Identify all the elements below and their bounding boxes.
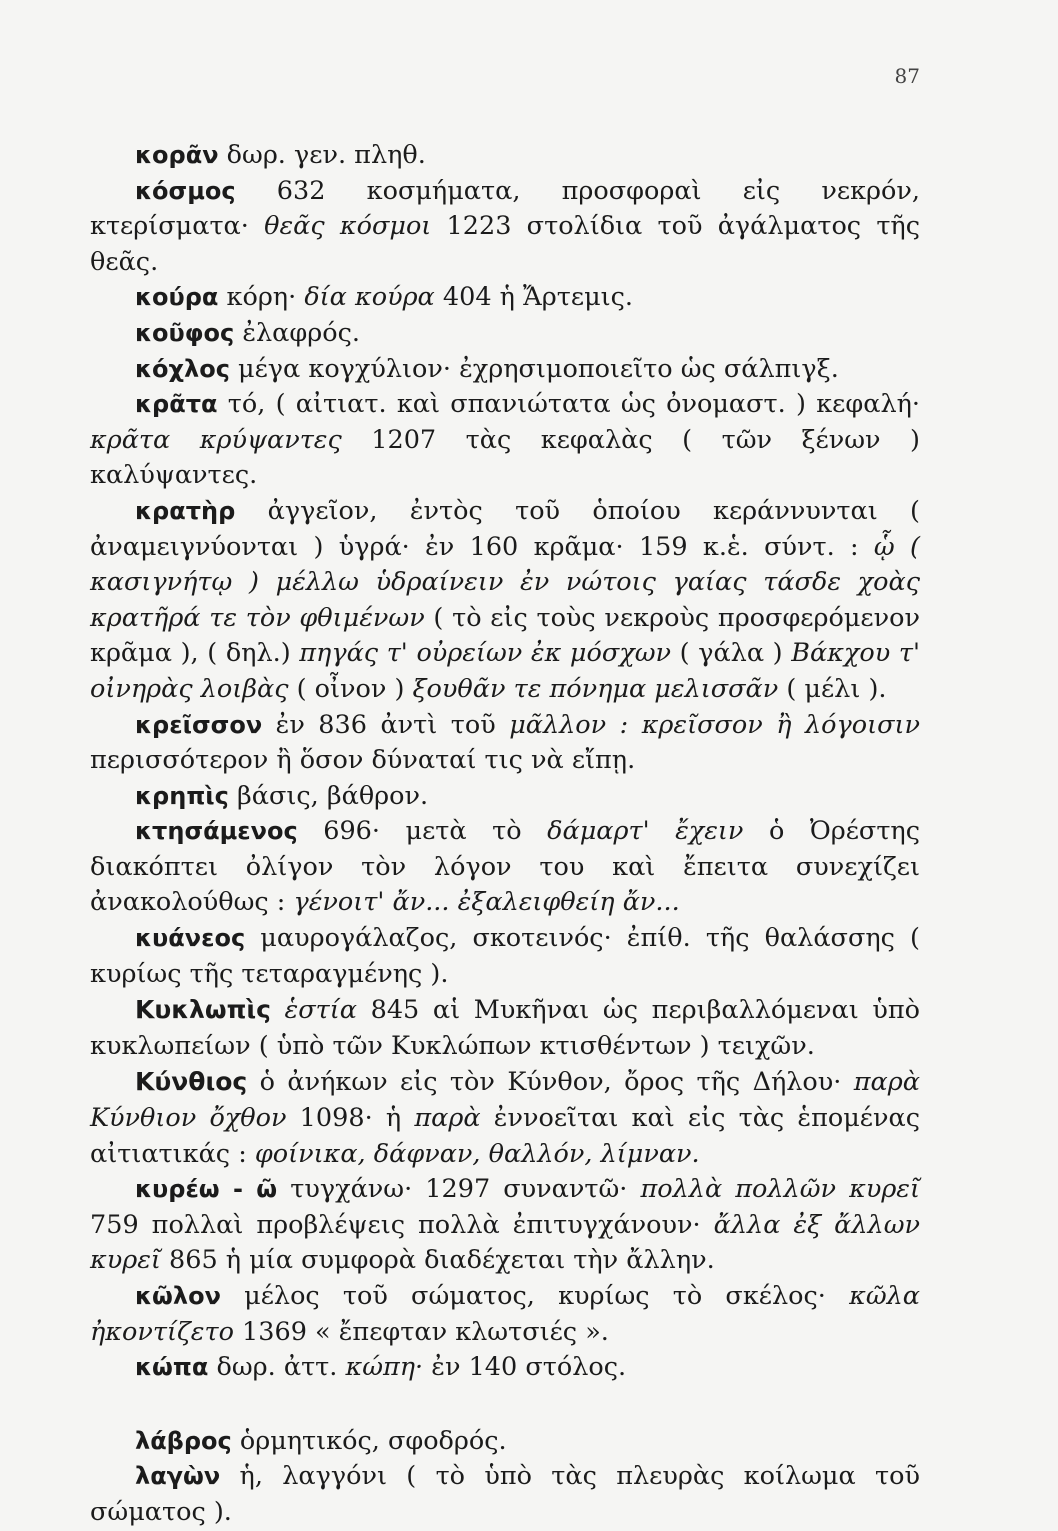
- glossary-entry: [90, 1424, 920, 1460]
- entry-quotation: ᾧ ( κασιγνήτῳ ) μέλλω ὑδραίνειν ἐν νώτοις γαίας τάσδε χοὰς κρατῆρά τε τὸν φθιμένων: [90, 531, 920, 633]
- entry-definition-text: μέγα κογχύλιον· ἐχρησιμοποιεῖτο ὡς σάλπιγξ.: [229, 353, 839, 384]
- entry-definition-text: 1223 στολίδια τοῦ ἀγάλματος τῆς θεᾶς.: [90, 211, 920, 277]
- entry-headword: κοῦφος: [135, 318, 235, 347]
- entry-headword: λαγὼν: [135, 1462, 221, 1491]
- entry-definition-text: ὁ Ὀρέστης διακόπτει ὀλίγον τὸν λόγον του καὶ ἔπειτα συνεχίζει ἀνακολούθως :: [90, 816, 920, 918]
- entry-headword: κόσμος: [135, 176, 236, 205]
- glossary-entry: [90, 280, 920, 316]
- entry-quotation: ξουθᾶν τε πόνημα μελισσᾶν: [412, 673, 779, 704]
- entry-quotation: ἄλλα ἐξ ἄλλων κυρεῖ: [90, 1209, 921, 1276]
- entry-definition-text: ἐννοεῖται καὶ εἰς τὰς ἑπομένας αἰτιατικάς :: [90, 1103, 920, 1169]
- entry-definition-text: βάσις, βάθρον.: [228, 780, 429, 811]
- entry-definition-text: δωρ. ἀττ.: [208, 1352, 346, 1383]
- entry-definition-text: τυγχάνω· 1297 συναντῶ·: [277, 1174, 641, 1205]
- entry-quotation: κῶλα ἠκοντίζετο: [90, 1281, 920, 1347]
- entry-definition-text: ( γάλα ): [671, 638, 792, 669]
- entry-definition-text: 1207 τὰς κεφαλὰς ( τῶν ξένων ) καλύψαντες.: [90, 424, 920, 491]
- entry-definition-text: μέλος τοῦ σώματος, κυρίως τὸ σκέλος·: [220, 1281, 850, 1311]
- glossary-entry: [90, 1279, 920, 1350]
- entry-definition-text: ὁρμητικός, σφοδρός.: [231, 1425, 507, 1456]
- entry-headword: κρᾶτα: [135, 390, 218, 419]
- entry-headword: λάβρος: [135, 1426, 232, 1455]
- glossary-entry: [90, 174, 920, 281]
- entry-definition-text: περισσότερον ἢ ὅσον δύναταί τις νὰ εἴπῃ.: [90, 745, 636, 776]
- entry-quotation: ἑστία: [284, 995, 357, 1026]
- entry-headword: κρηπὶς: [135, 781, 229, 810]
- glossary-entry: [90, 1172, 920, 1279]
- entry-definition-text: 865 ἡ μία συμφορὰ διαδέχεται τὴν ἄλλην.: [160, 1245, 715, 1276]
- entry-quotation: κρᾶτα κρύψαντες: [90, 424, 342, 455]
- entry-definition-text: ( οἶνον ): [288, 673, 413, 704]
- entry-definition-text: ( τὸ εἰς τοὺς νεκροὺς προσφερόμενον κρᾶμα ), ( δηλ.): [90, 602, 920, 669]
- entry-quotation: γένοιτ' ἄν... ἐξαλειφθείη ἄν...: [293, 887, 680, 918]
- entry-definition-text: [271, 995, 285, 1025]
- entry-headword: Κύνθιος: [135, 1067, 248, 1097]
- entry-definition-text: ἡ, λαγγόνι ( τὸ ὑπὸ τὰς πλευρὰς κοίλωμα τοῦ σώματος ).: [90, 1461, 920, 1527]
- glossary-entry: [90, 708, 920, 779]
- glossary-entry: [90, 779, 920, 815]
- entry-headword: κρεῖσσον: [135, 710, 263, 739]
- glossary-entry: [90, 814, 920, 921]
- page-number: 87: [894, 64, 920, 88]
- entry-definition-text: δωρ. γεν. πληθ.: [218, 140, 426, 170]
- entry-headword: κώπα: [135, 1353, 209, 1382]
- entry-quotation: δάμαρτ' ἔχειν: [547, 816, 744, 847]
- entry-quotation: Βάκχου τ' οἰνηρὰς λοιβὰς: [90, 638, 920, 704]
- entry-headword: κούρα: [135, 283, 219, 312]
- entry-definition-text: 632 κοσμήματα, προσφοραὶ εἰς νεκρόν, κτερίσματα·: [90, 175, 920, 242]
- entry-definition-text: 759 πολλαὶ προβλέψεις πολλὰ ἐπιτυγχάνουν·: [90, 1209, 714, 1240]
- entry-definition-text: μαυρογάλαζος, σκοτεινός· ἐπίθ. τῆς θαλάσσης ( κυρίως τῆς τεταραγμένης ).: [90, 923, 920, 989]
- glossary-entry: [90, 316, 920, 352]
- entry-headword: κόχλος: [135, 354, 230, 383]
- entry-definition-text: 696· μετὰ τὸ: [297, 816, 548, 847]
- entry-quotation: κώπη·: [345, 1352, 424, 1383]
- entry-headword: κυρέω - ῶ: [135, 1175, 278, 1204]
- glossary-entry: [90, 992, 920, 1064]
- entry-definition-text: ἐν 836 ἀντὶ τοῦ: [262, 709, 510, 740]
- entry-definition-text: 845 αἱ Μυκῆναι ὡς περιβαλλόμεναι ὑπὸ κυκλωπείων ( ὑπὸ τῶν Κυκλώπων κτισθέντων ) τειχῶν.: [90, 995, 920, 1061]
- glossary-entry: [90, 387, 920, 494]
- entry-definition-text: ἐν 140 στόλος.: [423, 1352, 627, 1383]
- entry-definition-text: ὁ ἀνήκων εἰς τὸν Κύνθον, ὄρος τῆς Δήλου·: [247, 1067, 854, 1098]
- entry-headword: κυάνεος: [135, 924, 246, 953]
- entry-definition-text: 1369 « ἔπεφταν κλωτσιές ».: [233, 1316, 609, 1347]
- entry-definition-text: 1098· ἡ: [286, 1103, 415, 1134]
- entry-quotation: παρὰ Κύνθιον ὄχθον: [90, 1067, 920, 1134]
- glossary-entry: [90, 352, 920, 388]
- glossary-entry: [90, 494, 920, 708]
- glossary-entries: [90, 138, 920, 1531]
- glossary-entry: [90, 1350, 920, 1386]
- entry-quotation: δία κούρα: [304, 282, 435, 313]
- entry-quotation: μᾶλλον : κρεῖσσον ἢ λόγοισιν: [509, 709, 920, 740]
- entry-definition-text: ἀγγεῖον, ἐντὸς τοῦ ὁποίου κεράννυνται ( ἀναμειγνύονται ) ὑγρά· ἐν 160 κρᾶμα· 159 κ.ἑ. σύντ. :: [90, 495, 920, 562]
- entry-quotation: θεᾶς κόσμοι: [264, 211, 432, 242]
- entry-definition-text: κόρη·: [218, 282, 305, 313]
- glossary-entry: [90, 1459, 920, 1530]
- entry-definition-text: 404 ἡ Ἄρτεμις.: [434, 282, 634, 313]
- entry-definition-text: ( μέλι ).: [778, 673, 887, 704]
- entry-quotation: φοίνικα, δάφναν, θαλλόν, λίμναν.: [254, 1138, 700, 1169]
- entry-headword: Κυκλωπὶς: [135, 995, 271, 1025]
- glossary-entry: [90, 1064, 920, 1172]
- entry-headword: κρατὴρ: [135, 496, 236, 525]
- entry-definition-text: ἐλαφρός.: [234, 317, 360, 348]
- entry-quotation: παρὰ: [414, 1103, 481, 1134]
- entry-definition-text: τό, ( αἰτιατ. καὶ σπανιώτατα ὡς ὀνομαστ. ) κεφαλή·: [217, 389, 920, 420]
- entry-quotation: πηγάς τ' οὐρείων ἐκ μόσχων: [299, 638, 671, 669]
- entry-headword: κτησάμενος: [135, 817, 298, 846]
- entry-quotation: πολλὰ πολλῶν κυρεῖ: [640, 1174, 920, 1205]
- glossary-entry: [90, 921, 920, 992]
- entry-headword: κορᾶν: [135, 141, 219, 169]
- glossary-entry: [90, 138, 920, 174]
- entry-headword: κῶλον: [135, 1282, 221, 1310]
